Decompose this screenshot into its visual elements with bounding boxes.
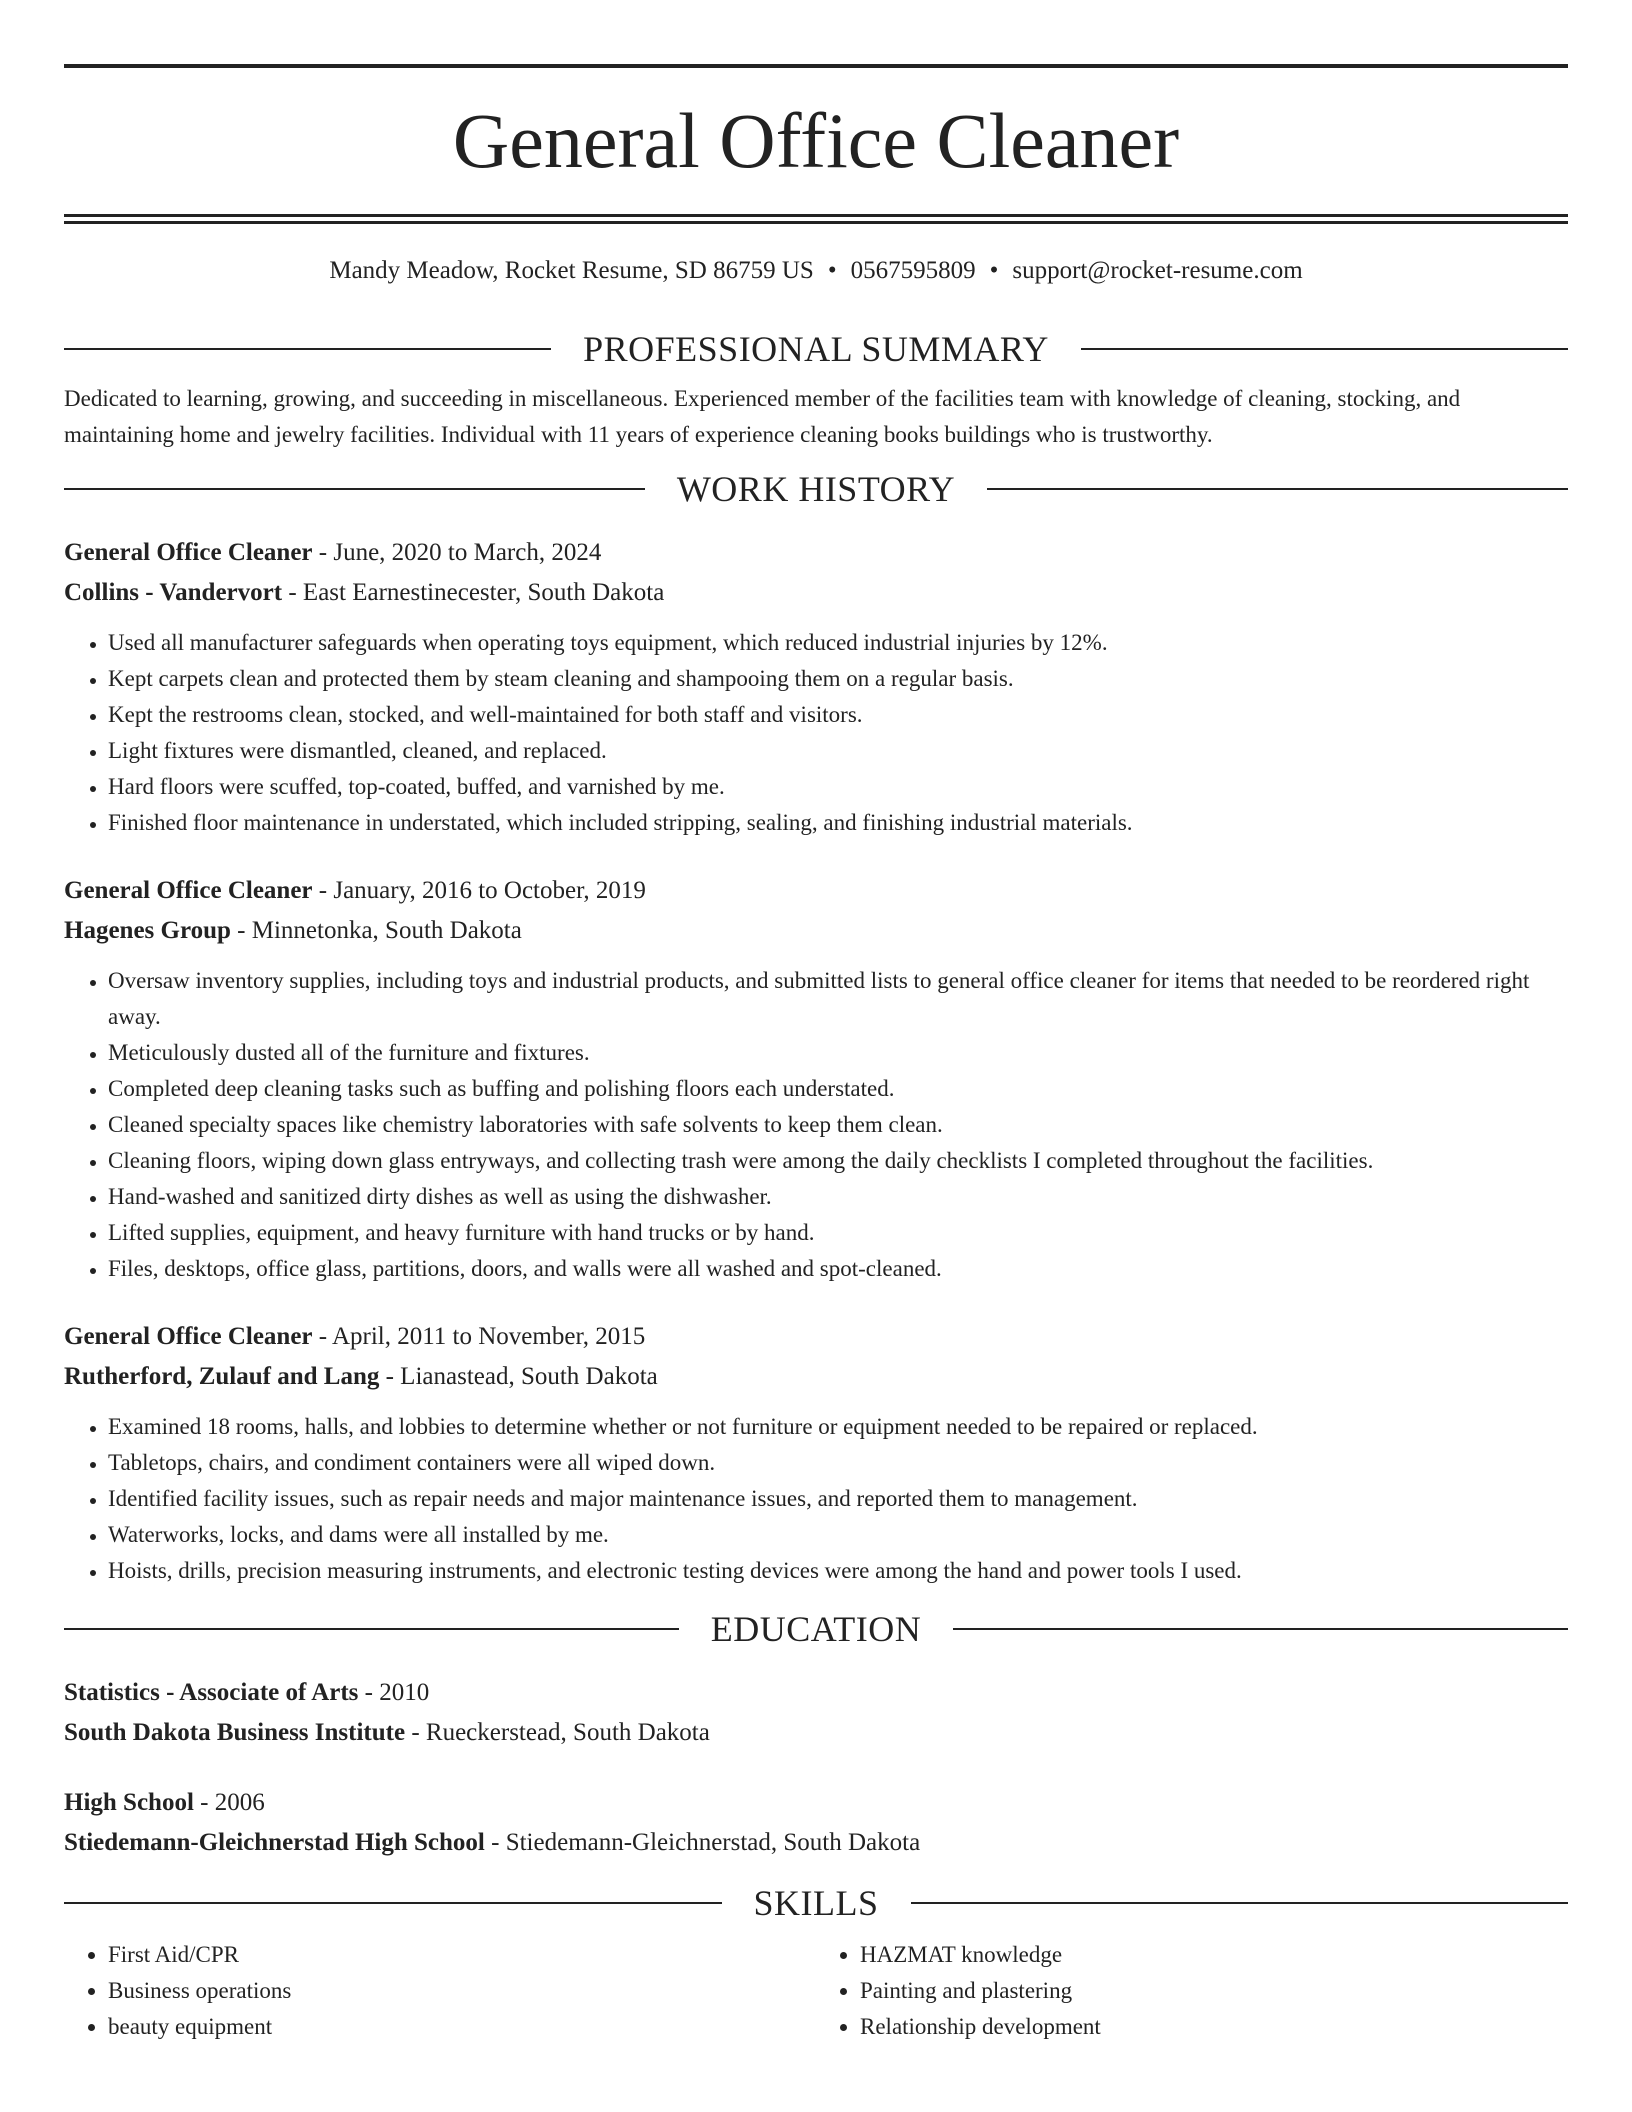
summary-text: Dedicated to learning, growing, and succeeding in miscellaneous. Experienced member of the facilities team with knowledge of cleaning, stocking, and maintaining home and jewelry facilities. Individual with 11 years of experience cleaning books buildings who is trustworthy. xyxy=(64,386,1461,447)
job-company: Hagenes Group xyxy=(64,917,231,944)
education-year: - 2006 xyxy=(193,1789,265,1816)
job-company: Rutherford, Zulauf and Lang xyxy=(64,1363,380,1390)
job-location: - East Earnestinecester, South Dakota xyxy=(282,579,665,606)
job-entry xyxy=(64,871,1568,1287)
contact-separator: • xyxy=(827,257,837,284)
education-degree-line xyxy=(64,1673,1568,1713)
job-bullet: • Cleaning floors, wiping down glass entryways, and collecting trash were among the daily checklists I completed throughout the facilities. xyxy=(108,1143,1568,1179)
heading-rule xyxy=(64,1902,722,1904)
job-bullet: • Finished floor maintenance in understated, which included stripping, sealing, and finishing industrial materials. xyxy=(108,805,1568,841)
heading-rule xyxy=(1081,348,1568,350)
job-bullet: • Kept the restrooms clean, stocked, and well-maintained for both staff and visitors. xyxy=(108,697,1568,733)
education-title: EDUCATION xyxy=(710,1609,922,1649)
education-school-line xyxy=(64,1823,1568,1863)
education-year: - 2010 xyxy=(358,1679,430,1706)
heading-rule xyxy=(953,1628,1568,1630)
skill-item: • Business operations xyxy=(108,1973,816,2009)
job-bullets xyxy=(64,963,1568,1287)
job-company-line xyxy=(64,1357,1568,1397)
job-dates: - June, 2020 to March, 2024 xyxy=(312,539,602,566)
education-heading xyxy=(64,1611,1568,1647)
education-degree: Statistics - Associate of Arts xyxy=(64,1679,359,1706)
job-bullet: • Identified facility issues, such as repair needs and major maintenance issues, and reported them to management. xyxy=(108,1481,1568,1517)
job-position: General Office Cleaner xyxy=(64,539,313,566)
job-bullet: • Oversaw inventory supplies, including toys and industrial products, and submitted lists to general office cleaner for items that needed to be reordered right away. xyxy=(108,963,1568,1035)
skill-item: • beauty equipment xyxy=(108,2009,816,2045)
job-bullet: • Completed deep cleaning tasks such as buffing and polishing floors each understated. xyxy=(108,1071,1568,1107)
job-bullets xyxy=(64,1409,1568,1589)
resume-page xyxy=(64,64,1568,2045)
skills-heading xyxy=(64,1885,1568,1921)
skills-columns xyxy=(64,1921,1568,2045)
work-heading xyxy=(64,471,1568,507)
job-bullet: • Hand-washed and sanitized dirty dishes as well as using the dishwasher. xyxy=(108,1179,1568,1215)
skill-item: • Relationship development xyxy=(860,2009,1568,2045)
education-school: South Dakota Business Institute xyxy=(64,1719,406,1746)
heading-rule xyxy=(64,348,551,350)
job-bullet: • Meticulously dusted all of the furniture and fixtures. xyxy=(108,1035,1568,1071)
resume-name: General Office Cleaner xyxy=(452,97,1180,184)
double-rule xyxy=(64,214,1568,224)
job-bullet: • Used all manufacturer safeguards when operating toys equipment, which reduced industrial injuries by 12%. xyxy=(108,625,1568,661)
job-bullet: • Cleaned specialty spaces like chemistry laboratories with safe solvents to keep them clean. xyxy=(108,1107,1568,1143)
skill-item: • Painting and plastering xyxy=(860,1973,1568,2009)
job-location: - Lianastead, South Dakota xyxy=(379,1363,658,1390)
job-bullet: • Lifted supplies, equipment, and heavy furniture with hand trucks or by hand. xyxy=(108,1215,1568,1251)
skill-item: • HAZMAT knowledge xyxy=(860,1937,1568,1973)
contact-email: support@rocket-resume.com xyxy=(1012,257,1303,284)
job-position: General Office Cleaner xyxy=(64,877,313,904)
contact-separator: • xyxy=(989,257,999,284)
job-bullet: • Light fixtures were dismantled, cleaned, and replaced. xyxy=(108,733,1568,769)
education-degree-line xyxy=(64,1783,1568,1823)
job-company: Collins - Vandervort xyxy=(64,579,283,606)
summary-heading xyxy=(64,331,1568,367)
education-location: - Rueckerstead, South Dakota xyxy=(405,1719,710,1746)
job-dates: - April, 2011 to November, 2015 xyxy=(312,1323,646,1350)
job-bullet: • Hoists, drills, precision measuring instruments, and electronic testing devices were among the hand and power tools I used. xyxy=(108,1553,1568,1589)
heading-rule xyxy=(64,488,645,490)
job-bullet: • Waterworks, locks, and dams were all installed by me. xyxy=(108,1517,1568,1553)
job-location: - Minnetonka, South Dakota xyxy=(230,917,522,944)
job-bullet: • Hard floors were scuffed, top-coated, buffed, and varnished by me. xyxy=(108,769,1568,805)
job-bullet: • Examined 18 rooms, halls, and lobbies to determine whether or not furniture or equipment needed to be repaired or replaced. xyxy=(108,1409,1568,1445)
education-location: - Stiedemann-Gleichnerstad, South Dakota xyxy=(484,1829,921,1856)
skills-list-left xyxy=(64,1937,816,2045)
job-title-line xyxy=(64,1317,1568,1357)
education-entry xyxy=(64,1783,1568,1863)
skills-list-right xyxy=(816,1937,1568,2045)
skills-title: SKILLS xyxy=(753,1883,879,1923)
job-bullets xyxy=(64,625,1568,841)
education-entry xyxy=(64,1673,1568,1753)
job-title-line xyxy=(64,871,1568,911)
education-school-line xyxy=(64,1713,1568,1753)
top-rule xyxy=(64,64,1568,68)
job-bullet: • Kept carpets clean and protected them by steam cleaning and shampooing them on a regular basis. xyxy=(108,661,1568,697)
heading-rule xyxy=(911,1902,1569,1904)
job-entry xyxy=(64,1317,1568,1589)
contact-address: Mandy Meadow, Rocket Resume, SD 86759 US xyxy=(329,257,814,284)
job-company-line xyxy=(64,911,1568,951)
work-title: WORK HISTORY xyxy=(676,469,956,509)
summary-title: PROFESSIONAL SUMMARY xyxy=(583,329,1049,369)
job-entry xyxy=(64,533,1568,841)
heading-rule xyxy=(987,488,1568,490)
contact-line xyxy=(64,258,1568,283)
job-title-line xyxy=(64,533,1568,573)
job-dates: - January, 2016 to October, 2019 xyxy=(312,877,646,904)
skill-item: • First Aid/CPR xyxy=(108,1937,816,1973)
education-degree: High School xyxy=(64,1789,194,1816)
education-school: Stiedemann-Gleichnerstad High School xyxy=(64,1829,485,1856)
heading-rule xyxy=(64,1628,679,1630)
job-bullet: • Tabletops, chairs, and condiment containers were all wiped down. xyxy=(108,1445,1568,1481)
job-position: General Office Cleaner xyxy=(64,1323,313,1350)
job-bullet: • Files, desktops, office glass, partitions, doors, and walls were all washed and spot-cleaned. xyxy=(108,1251,1568,1287)
contact-phone: 0567595809 xyxy=(850,257,976,284)
job-company-line xyxy=(64,573,1568,613)
